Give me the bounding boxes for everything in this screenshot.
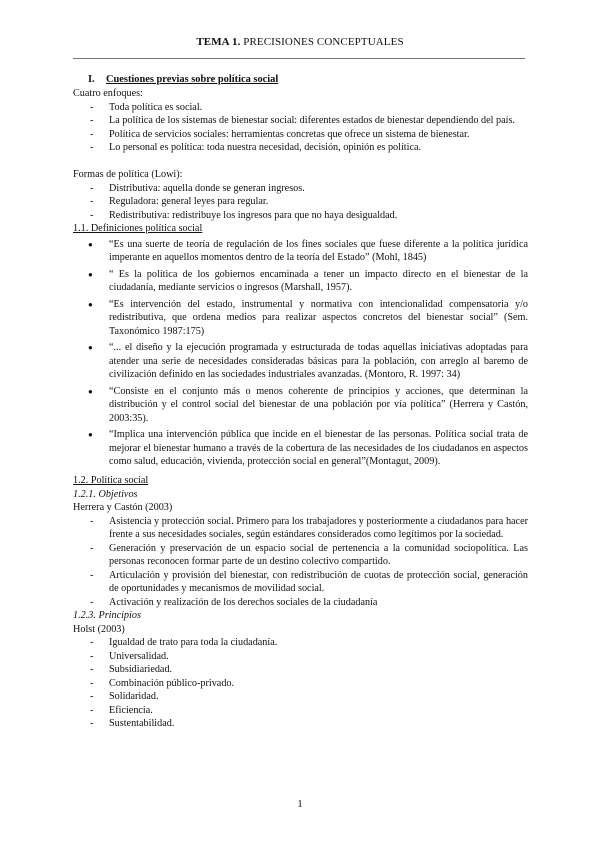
page-header-title xyxy=(0,36,600,48)
objetivos-list xyxy=(73,515,528,610)
enfoques-heading: Cuatro enfoques: xyxy=(73,88,143,99)
principios-source: Holst (2003) xyxy=(73,623,125,635)
list-item: - Activación y realización de los derechos sociales de la ciudadanía xyxy=(73,596,528,610)
list-item: ● “... el diseño y la ejecución programada y estructurada de todas aquellas iniciativas adoptadas para atender una serie de necesidades consideradas básicas para la población, con arreglo al baremo de civilización definido en las sociedades industriales avanzadas. (Montoro, R. 1997: 34) xyxy=(73,341,528,382)
section-number: I. xyxy=(88,74,95,85)
list-item: - Política de servicios sociales: herramientas concretas que ofrece un sistema de bienestar. xyxy=(73,128,528,142)
list-item: - Articulación y provisión del bienestar, con redistribución de cuotas de protección social, generación de oportunidades y mecanismos de movilidad social. xyxy=(73,569,528,596)
list-item: - Igualdad de trato para toda la ciudadanía. xyxy=(73,636,528,650)
section-heading-I xyxy=(88,74,278,85)
list-item: ● “Implica una intervención pública que incide en el bienestar de las personas. Política social trata de mejorar el bienestar humano a través de la cobertura de las necesidades de los ciudadanos en aspectos como salud, educación, vivienda, protección social en general”(Montagut, 2009). xyxy=(73,428,528,469)
list-item: - Generación y preservación de un espacio social de pertenencia a la comunidad sociopolítica. Las personas reconocen formar parte de un destino colectivo compartido. xyxy=(73,542,528,569)
objetivos-heading: 1.2.1. Objetivos xyxy=(73,488,138,500)
header-title-rest: PRECISIONES CONCEPTUALES xyxy=(240,36,404,48)
formas-heading: Formas de política (Lowi): xyxy=(73,169,183,180)
list-item: - Asistencia y protección social. Primero para los trabajadores y posteriormente a ciudadanos para hacer frente a sus necesidades sociales, según estándares considerados como legítimos por la sociedad. xyxy=(73,515,528,542)
principios-list xyxy=(73,636,528,731)
list-item: ● “Consiste en el conjunto más o menos coherente de principios y acciones, que determinan la distribución y el control social del bienestar de una población por vía política” (Herrera y Castón, 2003:35). xyxy=(73,385,528,426)
list-item: - Universalidad. xyxy=(73,650,528,664)
list-item: ● “Es una suerte de teoría de regulación de los fines sociales que fuese diferente a la política jurídica imperante en aquellos momentos dentro de la teoría del Estado” (Mohl, 1845) xyxy=(73,238,528,265)
section-title: Cuestiones previas sobre política social xyxy=(106,74,279,85)
politica-social-block xyxy=(73,474,528,731)
formas-block xyxy=(73,168,528,222)
list-item: - Redistributiva: redistribuye los ingresos para que no haya desigualdad. xyxy=(73,209,528,223)
list-item: - Eficiencia. xyxy=(73,704,528,718)
list-item: - Solidaridad. xyxy=(73,690,528,704)
enfoques-list xyxy=(73,101,528,155)
objetivos-source: Herrera y Castón (2003) xyxy=(73,502,173,513)
formas-list xyxy=(73,182,528,223)
list-item: - Subsidiariedad. xyxy=(73,663,528,677)
list-item: ● “ Es la política de los gobiernos encaminada a tener un impacto directo en el bienestar de la ciudadanía, mediante servicios o ingresos (Marshall, 1957). xyxy=(73,268,528,295)
list-item: - La política de los sistemas de bienestar social: diferentes estados de bienestar dependiendo del país. xyxy=(73,114,528,128)
page-number: 1 xyxy=(297,798,303,810)
enfoques-block xyxy=(73,87,528,155)
principios-heading: 1.2.3. Principios xyxy=(73,610,141,621)
list-item: - Reguladora: general leyes para regular. xyxy=(73,195,528,209)
definiciones-list xyxy=(73,238,528,469)
politica-social-heading: 1.2. Política social xyxy=(73,475,149,486)
header-divider xyxy=(73,58,525,59)
definiciones-heading: 1.1. Definiciones política social xyxy=(73,223,203,234)
header-title-bold: TEMA 1. xyxy=(196,36,241,48)
list-item: ● “Es intervención del estado, instrumental y normativa con intencionalidad compensatoria y/o redistributiva, que ordena medios para realizar aspectos concretos del bienestar social” (Sem. Taxonómico 1987:175) xyxy=(73,298,528,339)
list-item: - Distributiva: aquella donde se generan ingresos. xyxy=(73,182,528,196)
definiciones-block xyxy=(73,222,528,472)
list-item: - Combinación público-privado. xyxy=(73,677,528,691)
list-item: - Lo personal es política: toda nuestra necesidad, decisión, opinión es política. xyxy=(73,141,528,155)
list-item: - Sustentabilidad. xyxy=(73,717,528,731)
list-item: - Toda política es social. xyxy=(73,101,528,115)
